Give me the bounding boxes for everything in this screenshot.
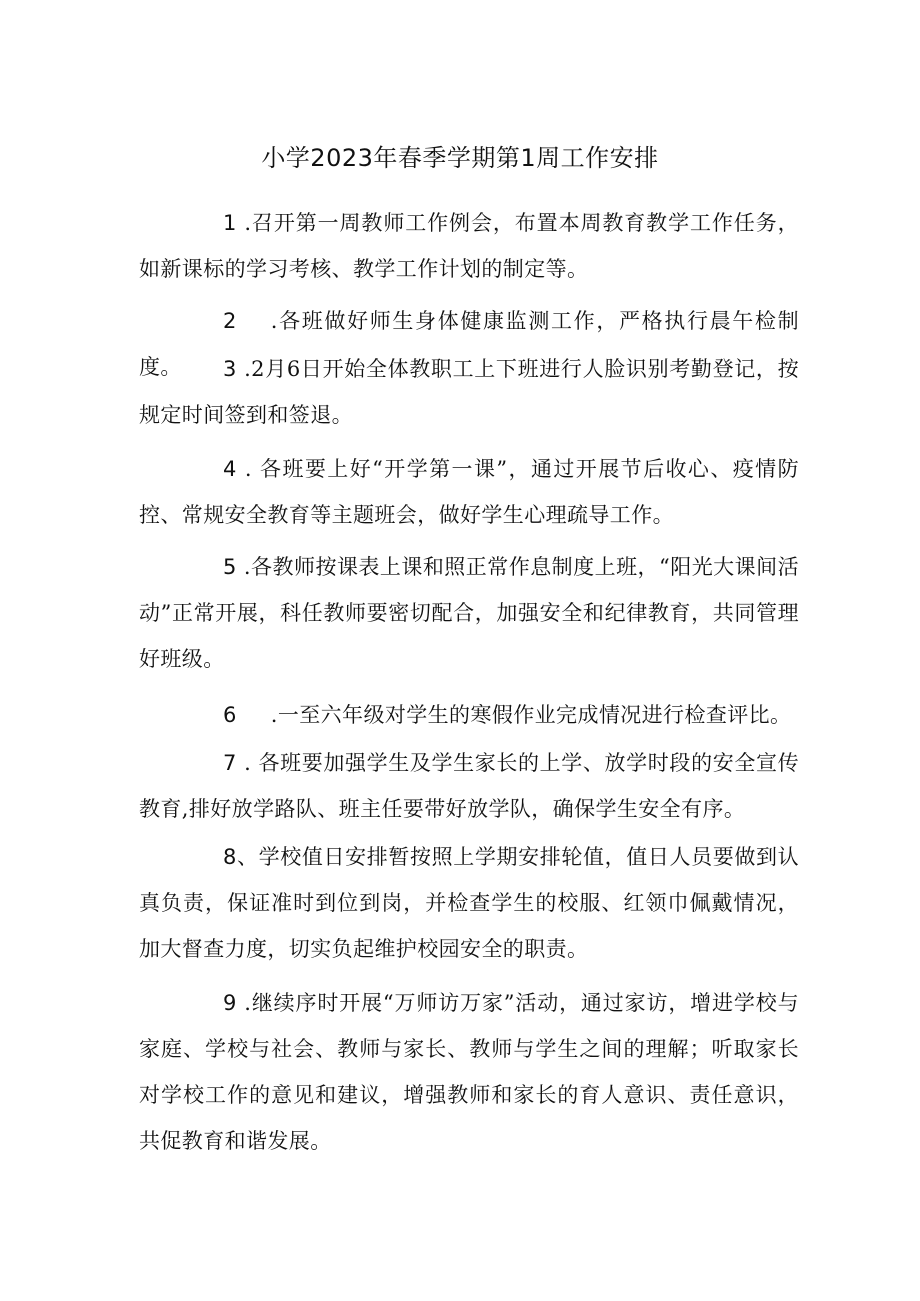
item-text: .一至六年级对学生的寒假作业完成情况进行检查评比。 — [270, 703, 792, 727]
item-number: 9 — [223, 991, 237, 1015]
item-number: 4 — [223, 457, 237, 481]
item-text: .各班做好师生身体健康监测工作，严格执行晨午检制度。 — [139, 309, 799, 379]
item-number: 3 — [223, 357, 237, 381]
document-title: 小学2023年春季学期第1周工作安排 — [261, 144, 659, 172]
list-item — [139, 446, 799, 538]
item-number: 2 — [223, 309, 237, 333]
list-item — [139, 980, 799, 1164]
item-text: . 各班要上好“开学第一课”，通过开展节后收心、疫情防控、常规安全教育等主题班会，做好学生心理疏导工作。 — [139, 457, 799, 527]
item-text: .继续序时开展“万师访万家”活动，通过家访，增进学校与家庭、学校与社会、教师与家长、教师与学生之间的理解；听取家长对学校工作的意见和建议，增强教师和家长的育人意识、责任意识，共促教育和谐发展。 — [139, 991, 799, 1153]
item-number: 1 — [223, 211, 237, 235]
item-number: 6 — [223, 703, 237, 727]
list-item — [139, 544, 799, 682]
list-item — [139, 740, 799, 832]
item-number: 7 — [223, 751, 237, 775]
list-item — [139, 200, 799, 292]
item-text: . 各班要加强学生及学生家长的上学、放学时段的安全宣传教育,排好放学路队、班主任要带好放学队，确保学生安全有序。 — [139, 751, 799, 821]
item-text: .2月6日开始全体教职工上下班进行人脸识别考勤登记，按规定时间签到和签退。 — [139, 357, 799, 427]
item-number: 5 — [223, 555, 237, 579]
item-text: .召开第一周教师工作例会，布置本周教育教学工作任务，如新课标的学习考核、教学工作计划的制定等。 — [139, 211, 799, 281]
item-number: 8 — [223, 845, 237, 869]
list-item — [139, 346, 799, 438]
list-item — [139, 692, 799, 738]
item-text: .各教师按课表上课和照正常作息制度上班，“阳光大课间活动”正常开展，科任教师要密切配合，加强安全和纪律教育，共同管理好班级。 — [139, 555, 799, 671]
list-item — [139, 834, 799, 972]
item-text: 、学校值日安排暂按照上学期安排轮值，值日人员要做到认真负责，保证准时到位到岗，并检查学生的校服、红领巾佩戴情况，加大督查力度，切实负起维护校园安全的职责。 — [139, 845, 799, 961]
